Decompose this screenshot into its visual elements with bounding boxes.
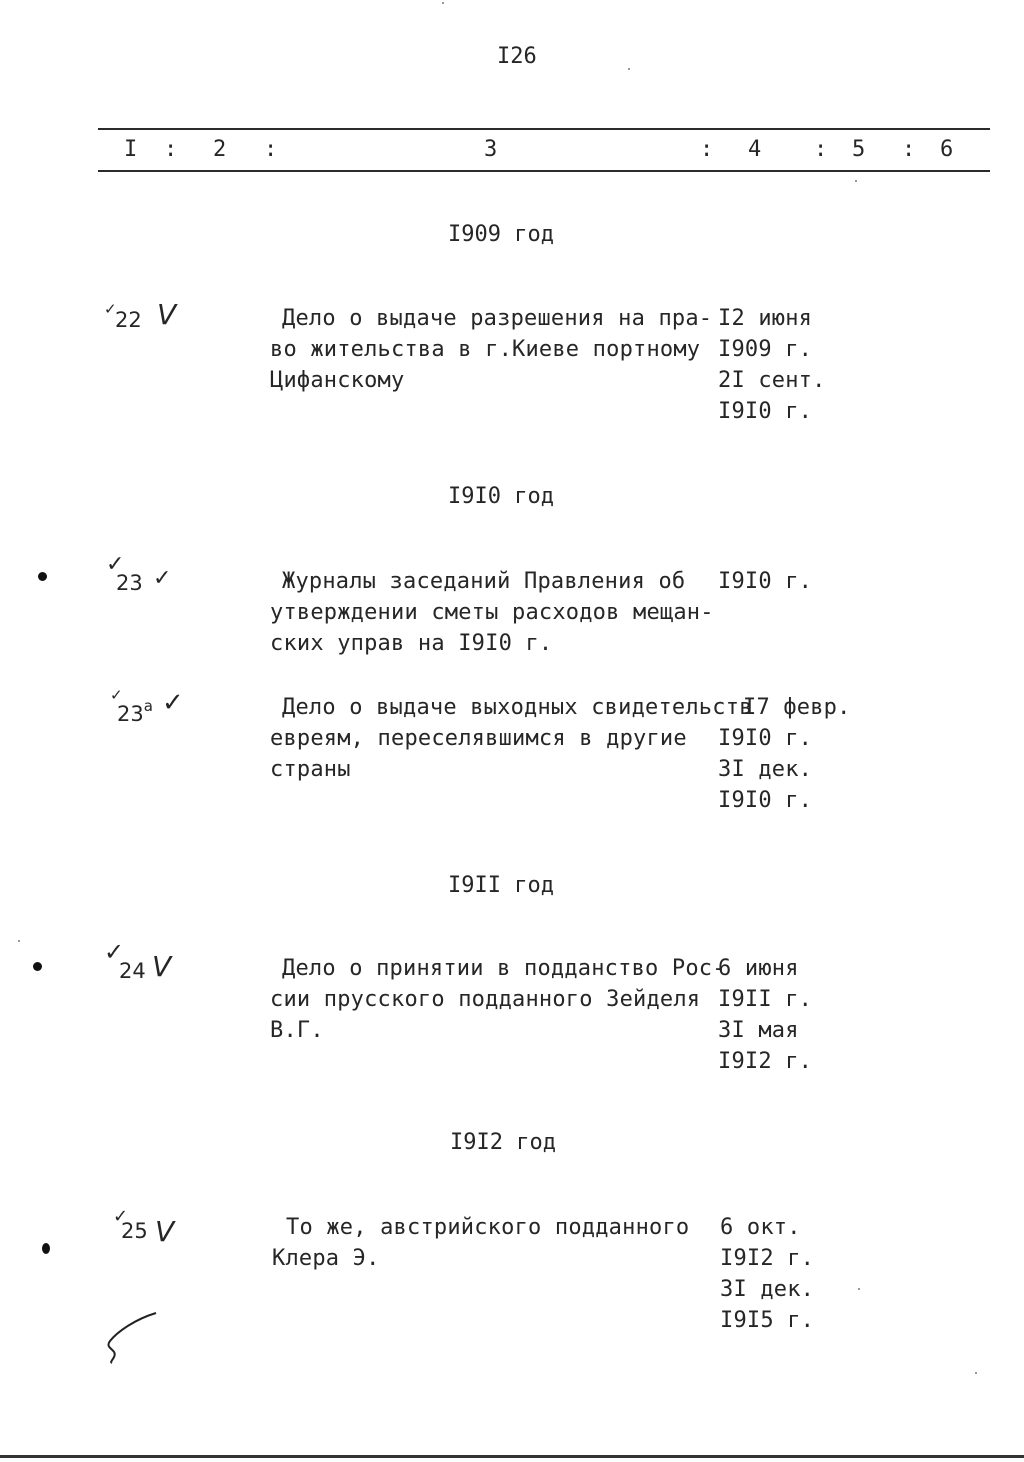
entry-23-text-line: Журналы заседаний Правления об (282, 569, 686, 594)
col-sep: : (164, 137, 178, 162)
check-mark-icon: ✓ (104, 300, 117, 318)
col-3-header: 3 (484, 137, 498, 162)
header-bottom-rule (98, 170, 990, 172)
entry-24-text-line: В.Г. (270, 1018, 324, 1043)
col-sep: : (902, 137, 916, 162)
entry-25-date: I9I5 г. (720, 1308, 815, 1333)
punch-hole-mark (42, 1243, 50, 1254)
check-mark-icon: ✓ (110, 686, 123, 704)
header-top-rule (98, 128, 990, 130)
entry-number-25: 25 (121, 1219, 148, 1243)
check-mark-icon: ✓ (162, 688, 184, 718)
check-mark-icon: ✓ (113, 1206, 129, 1227)
col-2-header: 2 (213, 137, 227, 162)
entry-23a-date: 3I дек. (718, 757, 813, 782)
scan-speck (858, 1288, 860, 1290)
entry-23a-date: I7 февр. (743, 695, 851, 720)
entry-23-text-line: ских управ на I9I0 г. (270, 631, 553, 656)
entry-23a-text-line: Дело о выдаче выходных свидетельств (282, 695, 753, 720)
punch-hole-mark (33, 962, 42, 971)
scan-speck (442, 2, 444, 4)
col-6-header: 6 (940, 137, 954, 162)
scan-speck (18, 940, 20, 942)
entry-24-date: 6 июня (718, 956, 799, 981)
handwritten-signature-mark (96, 1305, 166, 1365)
scan-speck (975, 1372, 977, 1374)
entry-number-23a: $23^а$ (117, 697, 153, 726)
page-bottom-edge (0, 1455, 1024, 1458)
entry-24-date: 3I мая (718, 1018, 799, 1043)
scan-speck (628, 68, 630, 70)
entry-number-22: 22 (115, 308, 142, 332)
check-mark-icon: ✓ (106, 552, 125, 577)
punch-hole-mark (38, 572, 47, 581)
entry-25-text-line: То же, австрийского подданного (286, 1215, 690, 1240)
year-heading-1909: I909 год (448, 222, 554, 247)
col-5-header: 5 (852, 137, 866, 162)
entry-24-date: I9II г. (718, 987, 813, 1012)
entry-23a-date: I9I0 г. (718, 788, 813, 813)
check-mark-icon: V (152, 950, 172, 983)
entry-22-date: 2I сент. (718, 368, 826, 393)
year-heading-1910: I9I0 год (448, 484, 554, 509)
entry-number-23: 23 (116, 571, 143, 595)
entry-23a-date: I9I0 г. (718, 726, 813, 751)
check-mark-icon: V (155, 1215, 175, 1248)
entry-23a-text-line: страны (270, 757, 351, 782)
col-sep: : (814, 137, 828, 162)
check-mark-icon: ✓ (153, 566, 172, 591)
scan-speck (855, 180, 857, 182)
entry-22-text-line: во жительства в г.Киеве портному (270, 337, 701, 362)
entry-22-date: I2 июня (718, 306, 813, 331)
year-heading-1912: I9I2 год (450, 1130, 556, 1155)
col-sep: : (700, 137, 714, 162)
entry-24-text-line: Дело о принятии в подданство Рос- (282, 956, 726, 981)
check-mark-icon: V (157, 298, 177, 331)
entry-25-date: 6 окт. (720, 1215, 801, 1240)
entry-25-date: I9I2 г. (720, 1246, 815, 1271)
year-heading-1911: I9II год (448, 873, 554, 898)
entry-23-date: I9I0 г. (718, 569, 813, 594)
col-4-header: 4 (748, 137, 762, 162)
entry-number-24: 24 (119, 959, 146, 983)
entry-25-text-line: Клера Э. (272, 1246, 380, 1271)
entry-24-date: I9I2 г. (718, 1049, 813, 1074)
entry-23-text-line: утверждении сметы расходов мещан- (270, 600, 714, 625)
entry-22-text-line: Дело о выдаче разрешения на пра- (282, 306, 713, 331)
entry-23a-text-line: евреям, переселявшимся в другие (270, 726, 687, 751)
col-1-header: I (124, 137, 138, 162)
entry-22-date: I9I0 г. (718, 399, 813, 424)
col-sep: : (264, 137, 278, 162)
entry-22-date: I909 г. (718, 337, 813, 362)
check-mark-icon: ✓ (104, 938, 125, 966)
page-number: I26 (497, 44, 537, 69)
entry-22-text-line: Цифанскому (270, 368, 405, 393)
entry-25-date: 3I дек. (720, 1277, 815, 1302)
entry-24-text-line: сии прусского подданного Зейделя (270, 987, 701, 1012)
